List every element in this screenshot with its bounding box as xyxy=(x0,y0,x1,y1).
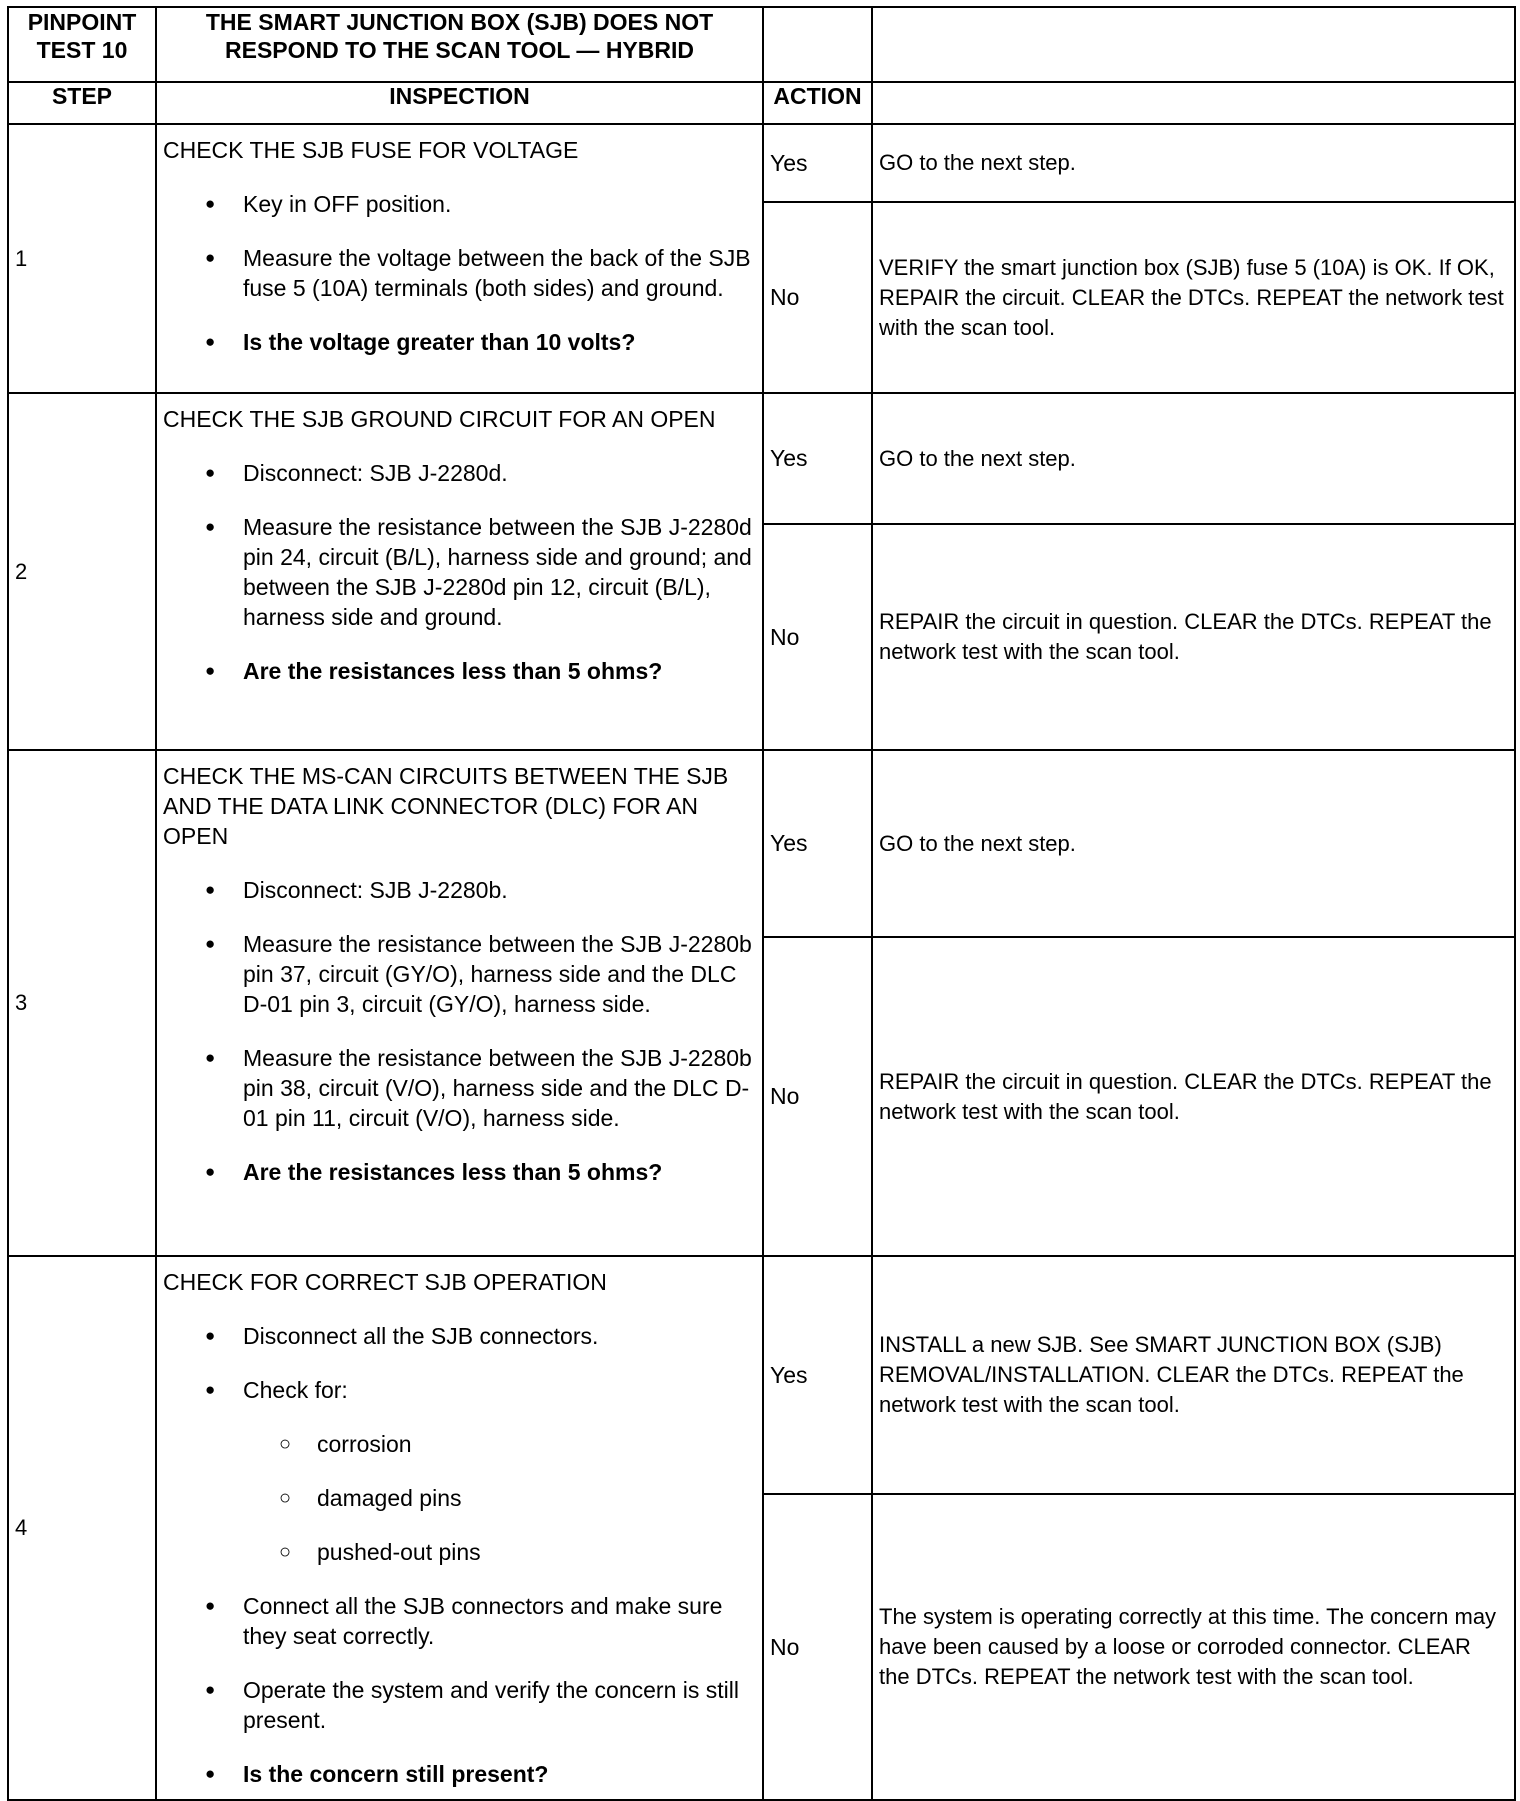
yes-action: GO to the next step. xyxy=(872,393,1515,524)
pinpoint-label: PINPOINT TEST 10 xyxy=(8,7,156,82)
no-label: No xyxy=(763,202,872,393)
bullet-item: ● Measure the voltage between the back of the SJB fuse 5 (10A) terminals (both sides) and ground. xyxy=(163,243,756,303)
yes-label: Yes xyxy=(763,124,872,202)
step-inspection xyxy=(156,124,763,393)
bullet-item: ● Disconnect: SJB J-2280d. xyxy=(163,458,756,488)
column-header-row xyxy=(8,82,1515,124)
step-inspection xyxy=(156,1256,763,1800)
step-title: CHECK THE SJB GROUND CIRCUIT FOR AN OPEN xyxy=(163,406,716,432)
yes-label: Yes xyxy=(763,1256,872,1494)
yes-label: Yes xyxy=(763,393,872,524)
step-inspection xyxy=(156,393,763,750)
bullet-item: ● Disconnect: SJB J-2280b. xyxy=(163,875,756,905)
sub-bullet-item: ○ corrosion xyxy=(163,1429,756,1459)
step-2-yes-row xyxy=(8,393,1515,524)
yes-action: GO to the next step. xyxy=(872,750,1515,937)
bullet-item: ● Disconnect all the SJB connectors. xyxy=(163,1321,756,1351)
no-action: The system is operating correctly at this time. The concern may have been caused by a loose or corroded connector. CLEAR the DTCs. REPEAT the network test with the scan tool. xyxy=(872,1494,1515,1800)
step-number: 3 xyxy=(8,750,156,1256)
header-empty-cell xyxy=(872,7,1515,82)
step-column-header: STEP xyxy=(8,82,156,124)
step-number: 2 xyxy=(8,393,156,750)
no-label: No xyxy=(763,524,872,750)
step-inspection xyxy=(156,750,763,1256)
step-title: CHECK THE SJB FUSE FOR VOLTAGE xyxy=(163,137,579,163)
no-action: VERIFY the smart junction box (SJB) fuse 5 (10A) is OK. If OK, REPAIR the circuit. CLEAR the DTCs. REPEAT the network test with the scan tool. xyxy=(872,202,1515,393)
sub-bullet-item: ○ pushed-out pins xyxy=(163,1537,756,1567)
bullet-item: ● Key in OFF position. xyxy=(163,189,756,219)
step-3-yes-row xyxy=(8,750,1515,937)
sub-bullet-item: ○ damaged pins xyxy=(163,1483,756,1513)
step-title: CHECK THE MS-CAN CIRCUITS BETWEEN THE SJB AND THE DATA LINK CONNECTOR (DLC) FOR AN OPEN xyxy=(163,763,729,849)
step-question: ● Are the resistances less than 5 ohms? xyxy=(163,1157,756,1187)
step-number: 1 xyxy=(8,124,156,393)
inspection-column-header: INSPECTION xyxy=(156,82,763,124)
no-label: No xyxy=(763,1494,872,1800)
bullet-item: ● Operate the system and verify the concern is still present. xyxy=(163,1675,756,1735)
yes-action: INSTALL a new SJB. See SMART JUNCTION BOX (SJB) REMOVAL/INSTALLATION. CLEAR the DTCs. REPEAT the network test with the scan tool. xyxy=(872,1256,1515,1494)
yes-label: Yes xyxy=(763,750,872,937)
bullet-item: ● Connect all the SJB connectors and make sure they seat correctly. xyxy=(163,1591,756,1651)
bullet-item: ● Measure the resistance between the SJB J-2280b pin 37, circuit (GY/O), harness side and the DLC D-01 pin 3, circuit (GY/O), harness side. xyxy=(163,929,756,1019)
no-label: No xyxy=(763,937,872,1256)
result-column-header xyxy=(872,82,1515,124)
step-number: 4 xyxy=(8,1256,156,1800)
bullet-item: ● Measure the resistance between the SJB J-2280d pin 24, circuit (B/L), harness side and ground; and between the SJB J-2280d pin 12, circuit (B/L), harness side and ground. xyxy=(163,512,756,632)
header-empty-cell xyxy=(763,7,872,82)
bullet-item: ● Check for: xyxy=(163,1375,756,1405)
no-action: REPAIR the circuit in question. CLEAR the DTCs. REPEAT the network test with the scan tool. xyxy=(872,524,1515,750)
yes-action: GO to the next step. xyxy=(872,124,1515,202)
step-4-yes-row xyxy=(8,1256,1515,1494)
header-row xyxy=(8,7,1515,82)
bullet-item: ● Measure the resistance between the SJB J-2280b pin 38, circuit (V/O), harness side and the DLC D-01 pin 11, circuit (V/O), harness side. xyxy=(163,1043,756,1133)
step-question: ● Is the voltage greater than 10 volts? xyxy=(163,327,756,357)
step-1-yes-row xyxy=(8,124,1515,202)
step-title: CHECK FOR CORRECT SJB OPERATION xyxy=(163,1269,607,1295)
test-title: THE SMART JUNCTION BOX (SJB) DOES NOT RESPOND TO THE SCAN TOOL — HYBRID xyxy=(156,7,763,82)
step-question: ● Are the resistances less than 5 ohms? xyxy=(163,656,756,686)
pinpoint-test-table xyxy=(7,6,1516,1801)
no-action: REPAIR the circuit in question. CLEAR the DTCs. REPEAT the network test with the scan tool. xyxy=(872,937,1515,1256)
step-question: ● Is the concern still present? xyxy=(163,1759,756,1789)
action-column-header: ACTION xyxy=(763,82,872,124)
